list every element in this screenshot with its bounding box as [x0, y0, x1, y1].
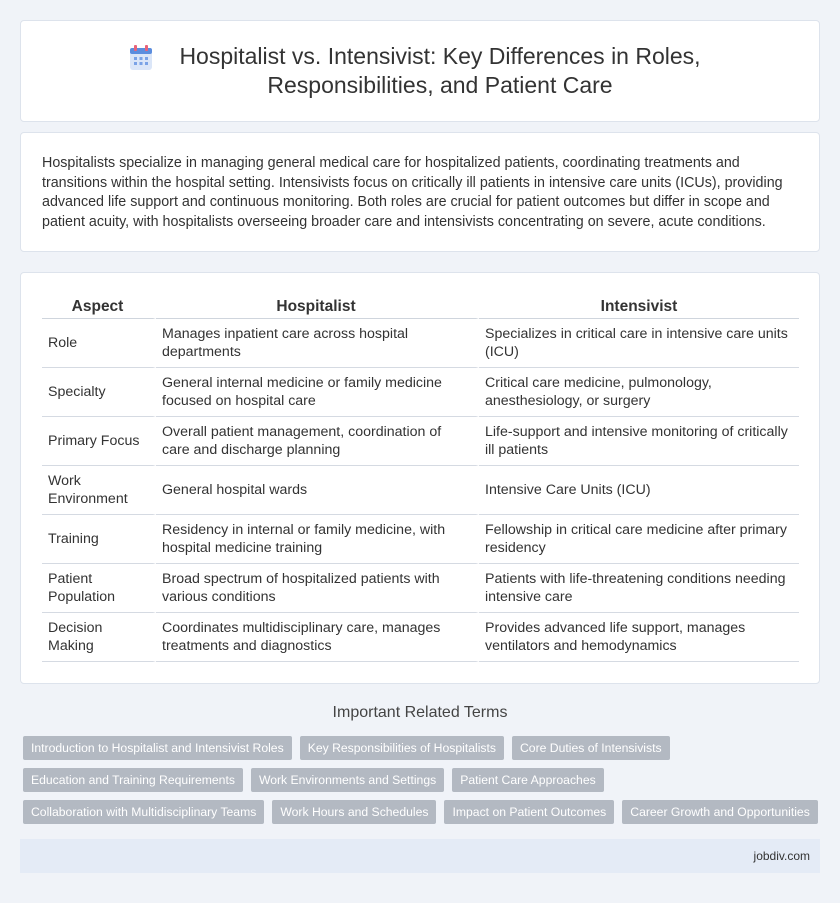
aspect-cell: Decision Making — [42, 613, 156, 662]
page-title: Hospitalist vs. Intensivist: Key Differences in Roles, Responsibilities, and Patient Care — [179, 43, 701, 98]
table-row — [42, 417, 799, 466]
table-row — [42, 319, 799, 368]
hospitalist-cell: General hospital wards — [156, 466, 479, 515]
table-row — [42, 564, 799, 613]
hospitalist-cell: Overall patient management, coordination of care and discharge planning — [156, 417, 479, 466]
intensivist-cell: Specializes in critical care in intensive care units (ICU) — [479, 319, 799, 368]
table-row — [42, 515, 799, 564]
comparison-card — [20, 272, 820, 684]
related-term-link[interactable]: Patient Care Approaches — [452, 768, 604, 792]
intro-paragraph: Hospitalists specialize in managing general medical care for hospitalized patients, coordinating treatments and transitions within the hospital setting. Intensivists focus on critically ill patients in intensive care units (ICUs), providing advanced life support and continuous monitoring. Both roles are crucial for patient outcomes but differ in scope and patient acuity, with hospitalists overseeing broader care and intensivists concentrating on severe, acute conditions. — [42, 155, 783, 230]
intensivist-cell: Life-support and intensive monitoring of critically ill patients — [479, 417, 799, 466]
related-term-link[interactable]: Work Hours and Schedules — [272, 800, 436, 824]
footer-site-link[interactable]: jobdiv.com — [753, 849, 810, 863]
intensivist-cell: Critical care medicine, pulmonology, anesthesiology, or surgery — [479, 368, 799, 417]
intensivist-cell: Intensive Care Units (ICU) — [479, 466, 799, 515]
related-terms-list — [23, 736, 823, 832]
aspect-cell: Patient Population — [42, 564, 156, 613]
hospitalist-cell: Manages inpatient care across hospital departments — [156, 319, 479, 368]
title-card — [20, 20, 820, 122]
related-terms-title: Important Related Terms — [332, 704, 508, 721]
table-row — [42, 368, 799, 417]
table-header-row — [42, 295, 799, 319]
intro-card — [20, 132, 820, 252]
related-term-link[interactable]: Education and Training Requirements — [23, 768, 243, 792]
aspect-cell: Training — [42, 515, 156, 564]
comparison-table — [42, 295, 799, 662]
hospitalist-cell: Broad spectrum of hospitalized patients with various conditions — [156, 564, 479, 613]
related-term-link[interactable]: Key Responsibilities of Hospitalists — [300, 736, 504, 760]
aspect-cell: Work Environment — [42, 466, 156, 515]
intensivist-cell: Patients with life-threatening conditions needing intensive care — [479, 564, 799, 613]
intensivist-cell: Provides advanced life support, manages ventilators and hemodynamics — [479, 613, 799, 662]
related-term-link[interactable]: Introduction to Hospitalist and Intensivist Roles — [23, 736, 292, 760]
related-term-link[interactable]: Impact on Patient Outcomes — [444, 800, 614, 824]
related-term-link[interactable]: Work Environments and Settings — [251, 768, 444, 792]
aspect-cell: Specialty — [42, 368, 156, 417]
related-term-link[interactable]: Career Growth and Opportunities — [622, 800, 818, 824]
hospitalist-cell: General internal medicine or family medicine focused on hospital care — [156, 368, 479, 417]
footer — [20, 839, 820, 873]
header-intensivist: Intensivist — [479, 295, 799, 319]
related-term-link[interactable]: Core Duties of Intensivists — [512, 736, 670, 760]
header-aspect: Aspect — [42, 295, 156, 319]
hospitalist-cell: Residency in internal or family medicine, with hospital medicine training — [156, 515, 479, 564]
table-row — [42, 466, 799, 515]
header-hospitalist: Hospitalist — [156, 295, 479, 319]
related-term-link[interactable]: Collaboration with Multidisciplinary Teams — [23, 800, 264, 824]
table-row — [42, 613, 799, 662]
hospitalist-cell: Coordinates multidisciplinary care, manages treatments and diagnostics — [156, 613, 479, 662]
aspect-cell: Role — [42, 319, 156, 368]
aspect-cell: Primary Focus — [42, 417, 156, 466]
intensivist-cell: Fellowship in critical care medicine after primary residency — [479, 515, 799, 564]
